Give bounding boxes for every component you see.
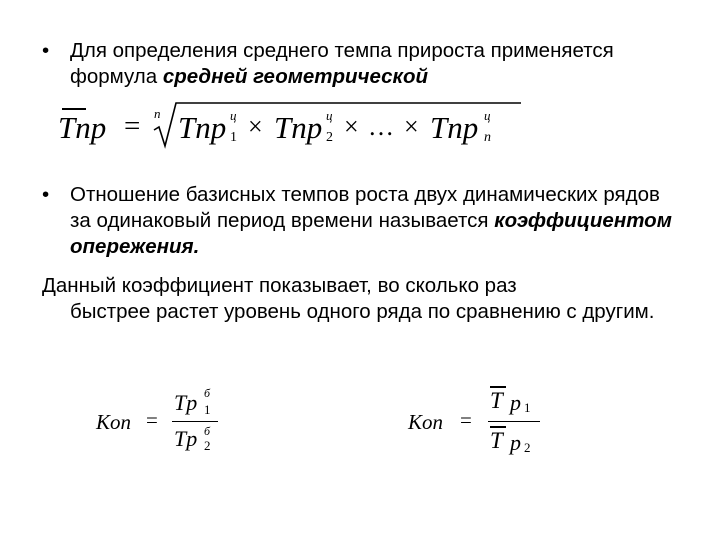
formula-lhs: Tпр	[58, 110, 107, 145]
term-1-sub: 1	[230, 130, 237, 145]
times-2: ×	[344, 112, 359, 141]
formula-geometric-mean	[58, 100, 518, 150]
term-2-sub: 2	[326, 130, 333, 145]
term-n-sup: ц	[484, 108, 491, 123]
root-index: n	[154, 106, 161, 121]
ellipsis: …	[368, 112, 394, 141]
emphasis-text: средней геометрической	[162, 65, 428, 88]
bullet-paragraph-coefficient	[42, 182, 682, 260]
kop-lhs: Kоп	[96, 410, 132, 434]
term-2-sup: ц	[326, 108, 333, 123]
kop2-equals: =	[460, 408, 472, 432]
kop2-denominator-t: T	[490, 428, 503, 453]
kop2-denominator-p: p	[510, 430, 521, 455]
kop2-numerator-sub: 1	[524, 400, 531, 415]
formula-equals: =	[124, 110, 141, 142]
kop-fraction-line	[172, 421, 218, 422]
times-3: ×	[404, 112, 419, 141]
term-1: Tпр	[178, 110, 227, 145]
kop2-fraction-line	[488, 421, 540, 422]
kop-denominator-sup: б	[204, 424, 211, 438]
term-2: Tпр	[274, 110, 323, 145]
bullet-glyph: •	[42, 39, 50, 62]
kop2-numerator-p: p	[510, 390, 521, 415]
paragraph-line-2: быстрее растет уровень одного ряда по сравнению с другим.	[70, 300, 655, 323]
bullet-paragraph-mean-formula	[42, 38, 682, 90]
term-n: Tпр	[430, 110, 479, 145]
formula-kop-basic	[96, 388, 246, 460]
kop-equals: =	[146, 408, 158, 432]
kop2-lhs: Kоп	[408, 410, 444, 434]
paragraph-line-1: Данный коэффициент показывает, во сколько раз	[42, 274, 517, 297]
kop2-denominator-sub: 2	[524, 440, 531, 455]
term-1-sup: ц	[230, 108, 237, 123]
paragraph-explanation	[42, 273, 682, 325]
kop-numerator: Tp	[174, 390, 198, 415]
kop-denominator: Tp	[174, 426, 198, 451]
formula-kop-mean	[408, 384, 568, 464]
emphasis-text: коэффициентом опережения.	[70, 209, 672, 258]
paragraph-text: Отношение базисных темпов роста двух динамических рядов за одинаковый период времени называется	[70, 183, 660, 232]
times-1: ×	[248, 112, 263, 141]
kop-denominator-sub: 2	[204, 438, 211, 453]
paragraph-text: Для определения среднего темпа прироста применяется формула	[70, 39, 614, 88]
term-n-sub: n	[484, 130, 491, 145]
kop2-numerator-t: T	[490, 388, 503, 413]
kop-numerator-sup: б	[204, 386, 211, 400]
bullet-glyph: •	[42, 183, 50, 206]
kop-numerator-sub: 1	[204, 402, 211, 417]
